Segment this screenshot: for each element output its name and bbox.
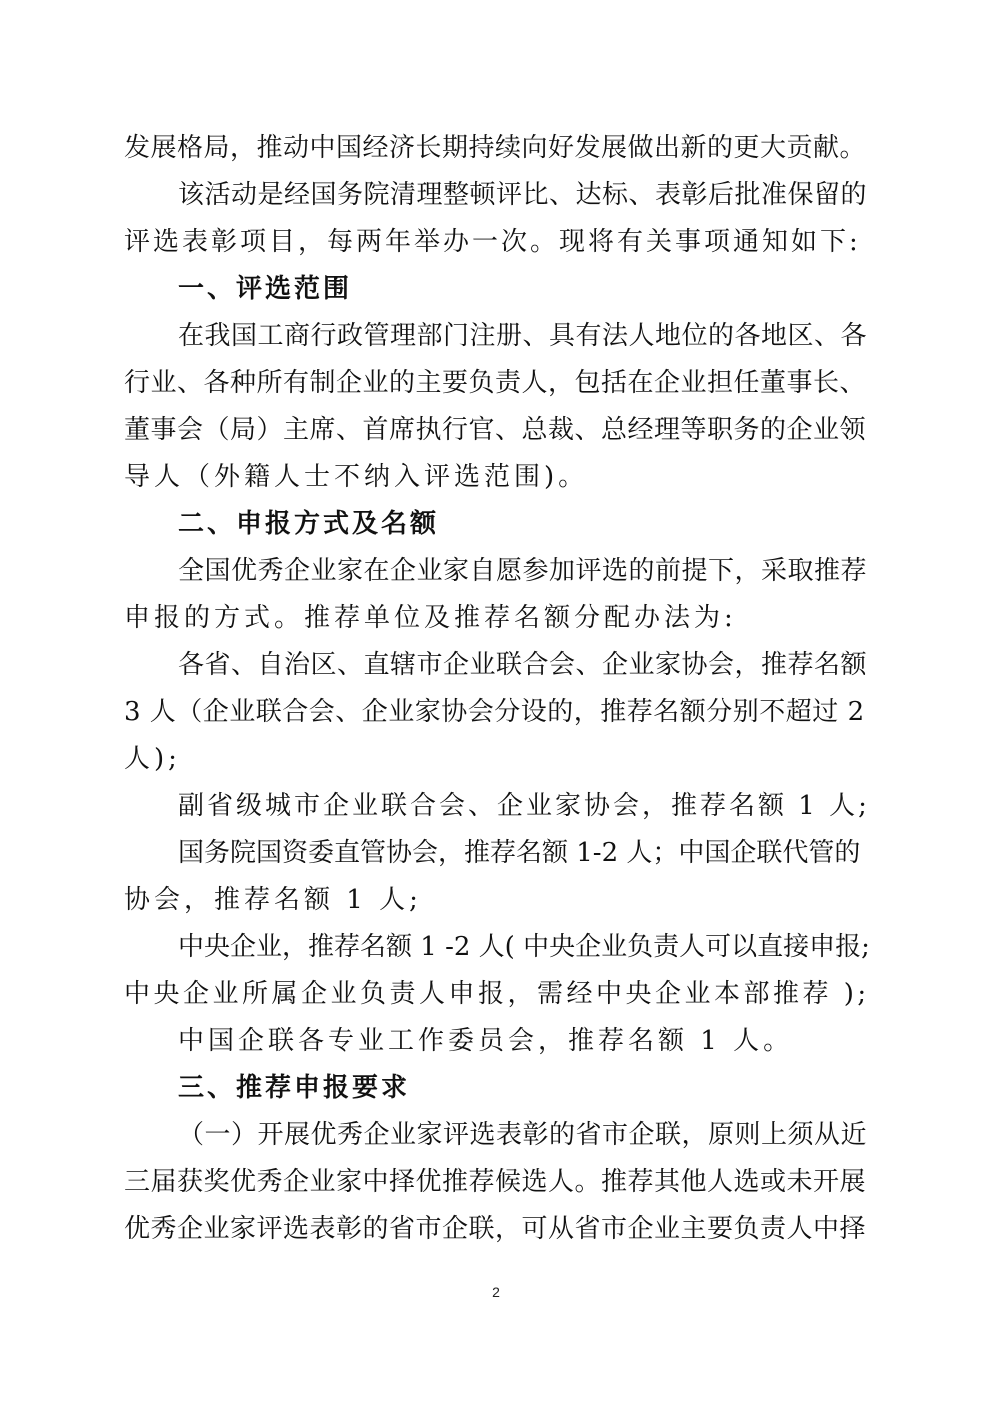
text-line: 副省级城市企业联合会、企业家协会，推荐名额 1 人; <box>178 791 870 821</box>
text-line: 董事会（局）主席、首席执行官、总裁、总经理等职务的企业领 <box>124 415 867 445</box>
text-line: 在我国工商行政管理部门注册、具有法人地位的各地区、各 <box>178 321 868 351</box>
text-line: 该活动是经国务院清理整顿评比、达标、表彰后批准保留的 <box>178 180 868 210</box>
section-heading: 一、评选范围 <box>178 274 353 304</box>
text-line: （一）开展优秀企业家评选表彰的省市企联，原则上须从近 <box>178 1120 868 1150</box>
section-heading: 二、申报方式及名额 <box>178 509 440 539</box>
section-heading: 三、推荐申报要求 <box>178 1073 411 1103</box>
text-line: 申报的方式。推荐单位及推荐名额分配办法为: <box>124 603 737 633</box>
text-line: 3 人（企业联合会、企业家协会分设的，推荐名额分别不超过 2 <box>124 697 865 727</box>
text-line: 导人（外籍人士不纳入评选范围)。 <box>124 462 589 492</box>
text-line: 中国企联各专业工作委员会，推荐名额 1 人。 <box>178 1026 794 1056</box>
text-line: 人); <box>124 744 181 774</box>
text-line: 优秀企业家评选表彰的省市企联，可从省市企业主要负责人中择 <box>124 1214 867 1244</box>
text-line: 三届获奖优秀企业家中择优推荐候选人。推荐其他人选或未开展 <box>124 1167 867 1197</box>
text-line: 国务院国资委直管协会，推荐名额 1-2 人；中国企联代管的 <box>178 838 861 868</box>
text-line: 评选表彰项目，每两年举办一次。现将有关事项通知如下: <box>124 227 861 257</box>
text-line: 协会，推荐名额 1 人; <box>124 885 422 915</box>
text-line: 中央企业所属企业负责人申报，需经中央企业本部推荐 ); <box>124 979 870 1009</box>
text-line: 中央企业，推荐名额 1 -2 人( 中央企业负责人可以直接申报; <box>178 932 870 962</box>
text-line: 全国优秀企业家在企业家自愿参加评选的前提下，采取推荐 <box>178 556 868 586</box>
page-number: 2 <box>492 1284 500 1300</box>
text-line: 各省、自治区、直辖市企业联合会、企业家协会，推荐名额 <box>178 650 868 680</box>
text-line: 行业、各种所有制企业的主要负责人，包括在企业担任董事长、 <box>124 368 867 398</box>
text-line: 发展格局，推动中国经济长期持续向好发展做出新的更大贡献。 <box>124 133 867 163</box>
